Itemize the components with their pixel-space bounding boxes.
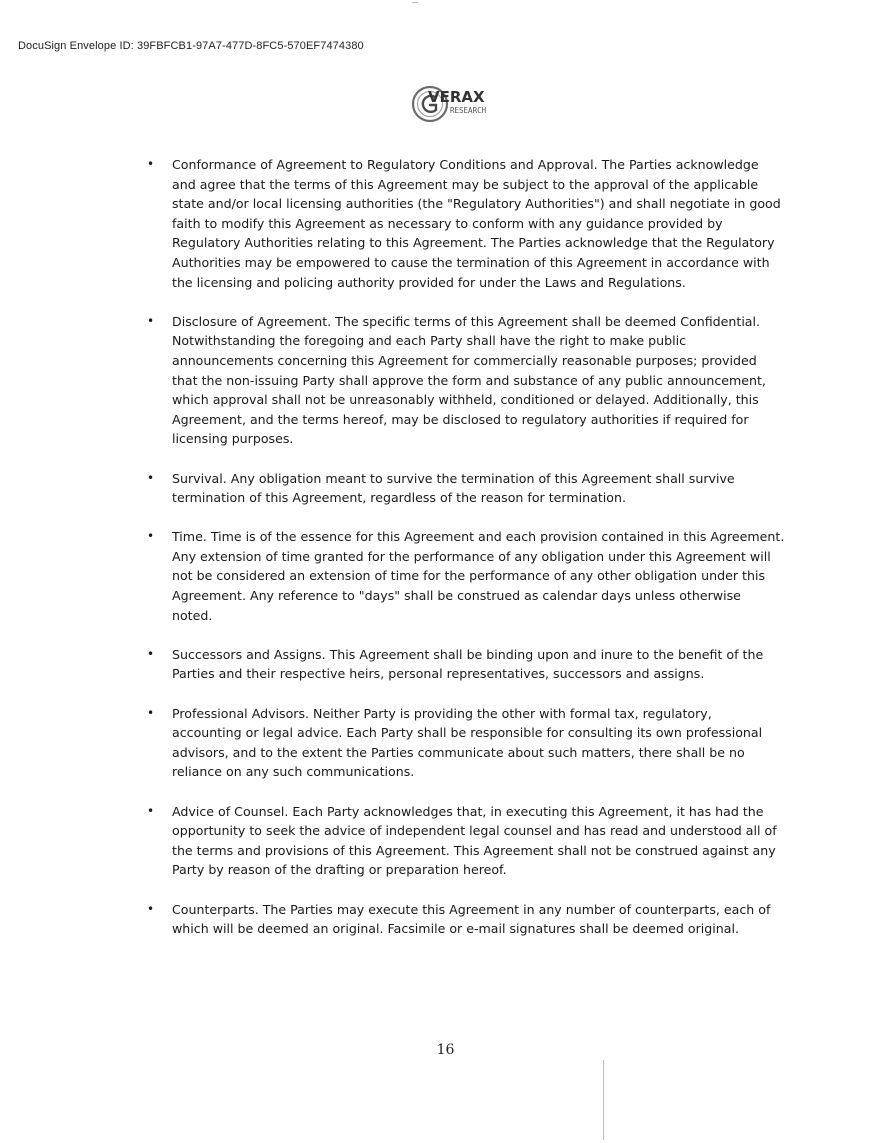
logo-brand-top: VERAX xyxy=(428,88,485,106)
bullet-dot: • xyxy=(147,901,155,916)
clause-text: Conformance of Agreement to Regulatory Conditions and Approval. The Parties acknowledge and agree that the terms of this Agreement may be subject to the approval of the applicable state and/or local licensing authorities (the "Regulatory Authorities") and shall negotiate in good faith to modify this Agreement as necessary to conform with any guidance provided by Regulatory Authorities relating to this Agreement. The Parties acknowledge that the Regulatory Authorities may be empowered to cause the termination of this Agreement in accordance with the licensing and policing authority provided for under the Laws and Regulations. xyxy=(172,157,781,290)
bullet-dot: • xyxy=(147,313,155,328)
clause-item xyxy=(145,469,785,508)
clause-item xyxy=(145,645,785,684)
clause-text: Survival. Any obligation meant to survive the termination of this Agreement shall survive termination of this Agreement, regardless of the reason for termination. xyxy=(172,470,735,506)
logo-brand-bottom: RESEARCH xyxy=(450,106,487,115)
bullet-dot: • xyxy=(147,705,155,720)
bullet-dot: • xyxy=(147,529,155,544)
clause-item xyxy=(145,802,785,880)
clause-item xyxy=(145,704,785,782)
clause-item xyxy=(145,900,785,939)
clause-text: Counterparts. The Parties may execute this Agreement in any number of counterparts, each of which will be deemed an original. Facsimile or e-mail signatures shall be deemed original. xyxy=(172,901,771,937)
bullet-dot: • xyxy=(147,803,155,818)
bullet-dot: • xyxy=(147,646,155,661)
clause-list xyxy=(145,155,785,958)
bullet-dot: • xyxy=(147,157,155,171)
clause-item xyxy=(145,527,785,625)
verax-logo-mark xyxy=(410,80,502,130)
scan-artifact-line xyxy=(603,1060,604,1140)
scan-artifact-dash xyxy=(412,2,418,3)
clause-text: Professional Advisors. Neither Party is providing the other with formal tax, regulatory, accounting or legal advice. Each Party shall be responsible for consulting its own professional advisors, and to the extent the Parties communicate about such matters, there shall be no reliance on any such communications. xyxy=(172,705,763,780)
clause-item xyxy=(145,155,785,292)
clause-text: Disclosure of Agreement. The specific terms of this Agreement shall be deemed Confidential. Notwithstanding the foregoing and each Party shall have the right to make public announcements concerning this Agreement for commercially reasonable purposes; provided that the non-issuing Party shall approve the form and substance of any public announcement, which approval shall not be unreasonably withheld, conditioned or delayed. Additionally, this Agreement, and the terms hereof, may be disclosed to regulatory authorities if required for licensing purposes. xyxy=(172,313,766,447)
bullet-dot: • xyxy=(147,470,155,485)
clause-item xyxy=(145,312,785,449)
clause-text: Advice of Counsel. Each Party acknowledges that, in executing this Agreement, it has had the opportunity to seek the advice of independent legal counsel and has read and understood all of the terms and provisions of this Agreement. This Agreement shall not be construed against any Party by reason of the drafting or preparation hereof. xyxy=(172,803,777,878)
clause-text: Successors and Assigns. This Agreement shall be binding upon and inure to the benefit of the Parties and their respective heirs, personal representatives, successors and assigns. xyxy=(172,646,764,682)
clause-text: Time. Time is of the essence for this Agreement and each provision contained in this Agreement. Any extension of time granted for the performance of any obligation under this Agreement will not be considered an extension of time for the performance of any other obligation under this Agreement. Any reference to "days" shall be construed as calendar days unless otherwise noted. xyxy=(172,529,785,623)
page-number: 16 xyxy=(436,1042,455,1058)
verax-research-logo xyxy=(410,80,502,130)
docusign-envelope-id: DocuSign Envelope ID: 39FBFCB1-97A7-477D-8FC5-570EF7474380 xyxy=(18,40,364,52)
